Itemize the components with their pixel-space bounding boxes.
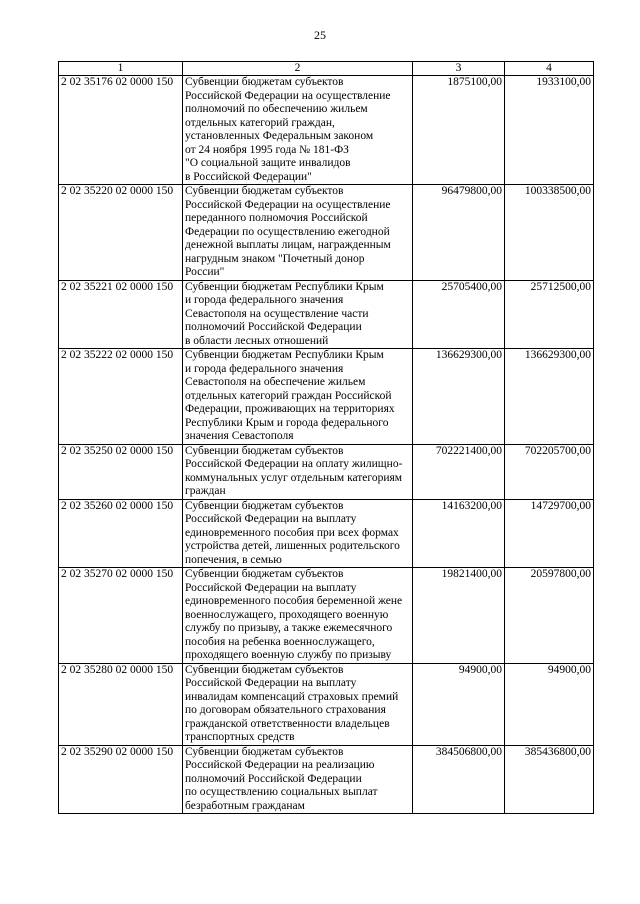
amount-2-cell: 94900,00 (505, 663, 594, 745)
budget-code-cell: 2 02 35270 02 0000 150 (59, 568, 183, 664)
budget-code-cell: 2 02 35280 02 0000 150 (59, 663, 183, 745)
amount-1-cell: 96479800,00 (413, 185, 505, 281)
table-row (59, 745, 594, 814)
table-row (59, 568, 594, 664)
amount-1-cell: 94900,00 (413, 663, 505, 745)
description-cell: Субвенции бюджетам субъектов Российской Федерации на осуществление переданного полномочия Российской Федерации по осуществлению ежегодной денежной выплаты лицам, награжденным нагрудным знаком "Почетный донор России" (183, 185, 413, 281)
amount-1-cell: 25705400,00 (413, 280, 505, 349)
table-row (59, 349, 594, 445)
description-cell: Субвенции бюджетам Республики Крым и города федерального значения Севастополя на обеспечение жильем отдельных категорий граждан Российской Федерации, проживающих на территориях Республики Крым и города федерального значения Севастополя (183, 349, 413, 445)
table-row (59, 185, 594, 281)
table-row (59, 76, 594, 185)
column-header-code: 1 (59, 62, 183, 76)
budget-table (58, 61, 594, 814)
budget-code-cell: 2 02 35250 02 0000 150 (59, 444, 183, 499)
header-row (59, 62, 594, 76)
column-header-description: 2 (183, 62, 413, 76)
amount-2-cell: 14729700,00 (505, 499, 594, 568)
amount-1-cell: 19821400,00 (413, 568, 505, 664)
page-number: 25 (314, 28, 326, 42)
table-body (59, 76, 594, 814)
budget-code-cell: 2 02 35222 02 0000 150 (59, 349, 183, 445)
budget-code-cell: 2 02 35176 02 0000 150 (59, 76, 183, 185)
description-cell: Субвенции бюджетам субъектов Российской Федерации на выплату единовременного пособия беременной жене военнослужащего, проходящего военную службу по призыву, а также ежемесячного пособия на ребенка военнослужащего, проходящего военную службу по призыву (183, 568, 413, 664)
amount-2-cell: 25712500,00 (505, 280, 594, 349)
budget-code-cell: 2 02 35220 02 0000 150 (59, 185, 183, 281)
budget-code-cell: 2 02 35221 02 0000 150 (59, 280, 183, 349)
table-row (59, 280, 594, 349)
description-cell: Субвенции бюджетам субъектов Российской Федерации на осуществление полномочий по обеспечению жильем отдельных категорий граждан, установленных Федеральным законом от 24 ноября 1995 года № 181-ФЗ "О социальной защите инвалидов в Российской Федерации" (183, 76, 413, 185)
amount-2-cell: 385436800,00 (505, 745, 594, 814)
amount-2-cell: 100338500,00 (505, 185, 594, 281)
amount-1-cell: 1875100,00 (413, 76, 505, 185)
table-row (59, 444, 594, 499)
description-cell: Субвенции бюджетам субъектов Российской Федерации на выплату единовременного пособия при всех формах устройства детей, лишенных родительского попечения, в семью (183, 499, 413, 568)
budget-code-cell: 2 02 35290 02 0000 150 (59, 745, 183, 814)
amount-1-cell: 14163200,00 (413, 499, 505, 568)
description-cell: Субвенции бюджетам субъектов Российской Федерации на реализацию полномочий Российской Федерации по осуществлению социальных выплат безработным гражданам (183, 745, 413, 814)
amount-2-cell: 702205700,00 (505, 444, 594, 499)
budget-code-cell: 2 02 35260 02 0000 150 (59, 499, 183, 568)
amount-1-cell: 136629300,00 (413, 349, 505, 445)
description-cell: Субвенции бюджетам субъектов Российской Федерации на оплату жилищно- коммунальных услуг отдельным категориям граждан (183, 444, 413, 499)
amount-2-cell: 1933100,00 (505, 76, 594, 185)
amount-1-cell: 384506800,00 (413, 745, 505, 814)
description-cell: Субвенции бюджетам субъектов Российской Федерации на выплату инвалидам компенсаций страховых премий по договорам обязательного страхования гражданской ответственности владельцев транспортных средств (183, 663, 413, 745)
column-header-amount-2: 4 (505, 62, 594, 76)
table-row (59, 663, 594, 745)
table-row (59, 499, 594, 568)
amount-2-cell: 136629300,00 (505, 349, 594, 445)
amount-1-cell: 702221400,00 (413, 444, 505, 499)
amount-2-cell: 20597800,00 (505, 568, 594, 664)
description-cell: Субвенции бюджетам Республики Крым и города федерального значения Севастополя на осуществление части полномочий Российской Федерации в области лесных отношений (183, 280, 413, 349)
table-header (59, 62, 594, 76)
column-header-amount-1: 3 (413, 62, 505, 76)
